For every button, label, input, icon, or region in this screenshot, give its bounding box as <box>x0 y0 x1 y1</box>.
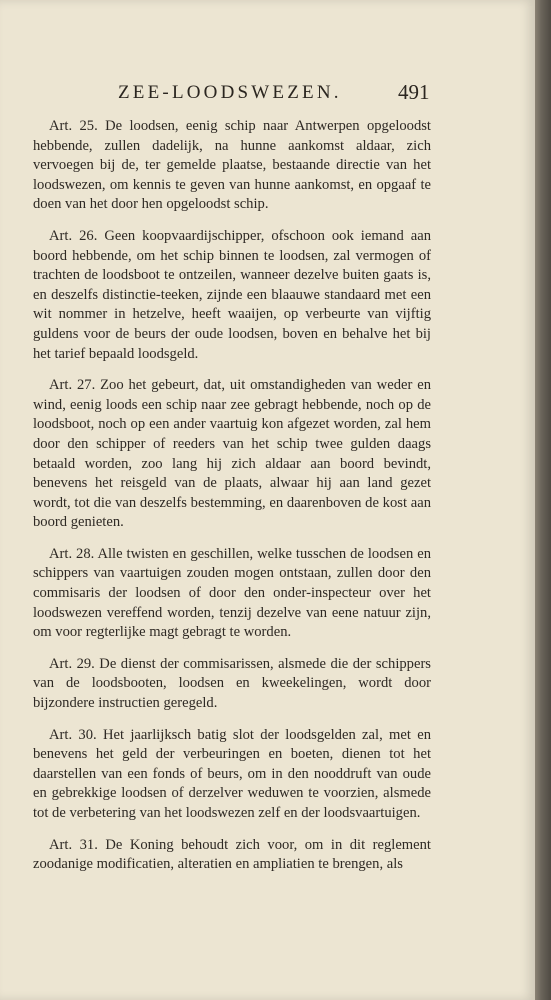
article-28: Art. 28. Alle twisten en geschillen, welke tusschen de loodsen en schippers van vaartuigen zouden mogen ontstaan, zullen door den commisaris der loodsen of door den onder-inspecteur over het loodswezen vereffend worden, tenzij dezelve van eene natuur zijn, om voor regterlijke magt gebragt te worden. <box>33 545 431 641</box>
article-30: Art. 30. Het jaarlijksch batig slot der loodsgelden zal, met en benevens het geld der verbeuringen en boeten, dienen tot het daarstellen van een fonds of beurs, om in den nooddruft van oude en gebrekkige loodsen of derzelver weduwen te voorzien, alsmede tot de verbetering van het loodswezen zelf en der loodsvaartuigen. <box>33 726 431 821</box>
article-27: Art. 27. Zoo het gebeurt, dat, uit omstandigheden van weder en wind, eenig loods een schip naar zee gebragt hebbende, noch op de loodsboot, noch op een ander vaartuig kon afgezet worden, zal hem door den schipper of reeders van het schip twee gulden daags betaald worden, zoo lang hij zich aldaar aan boord bevindt, benevens het reisgeld van de plaats, alwaar hij aan land gezet wordt, tot die van deszelfs bestemming, en daarenboven de kost aan boord genieten. <box>33 377 431 531</box>
page-number: 491 <box>398 80 430 104</box>
article-31: Art. 31. De Koning behoudt zich voor, om in dit reglement zoodanige modificatien, alteratien en ampliatien te brengen, als <box>33 836 431 873</box>
running-header: ZEE-LOODSWEZEN. <box>118 82 342 103</box>
article-26: Art. 26. Geen koopvaardijschipper, ofschoon ook iemand aan boord hebbende, om het schip binnen te loodsen, zal vermogen of trachten de loodsboot te ontzeilen, wanneer dezelve buiten gaats is, en deszelfs distinctie-teeken, zijnde een blaauwe standaard met een wit nommer in hetzelve, heeft waaijen, op verbeurte van vijftig guldens voor de beurs der oude loodsen, boven en behalve het bij het tarief bepaald loodsgeld. <box>33 227 431 362</box>
article-29: Art. 29. De dienst der commisarissen, alsmede die der schippers van de loodsbooten, loodsen en kweekelingen, wordt door bijzondere instructien geregeld. <box>33 655 431 712</box>
page-edge-shadow <box>535 0 551 1000</box>
article-25: Art. 25. De loodsen, eenig schip naar Antwerpen opgeloodst hebbende, zullen dadelijk, na hunne aankomst aldaar, zich vervoegen bij de, ter gemelde plaatse, bestaande directie van het loodswezen, om kennis te geven van hunne aankomst, en opgaaf te doen van het door hen opgeloodst schip. <box>33 118 431 213</box>
page-body <box>33 117 431 887</box>
